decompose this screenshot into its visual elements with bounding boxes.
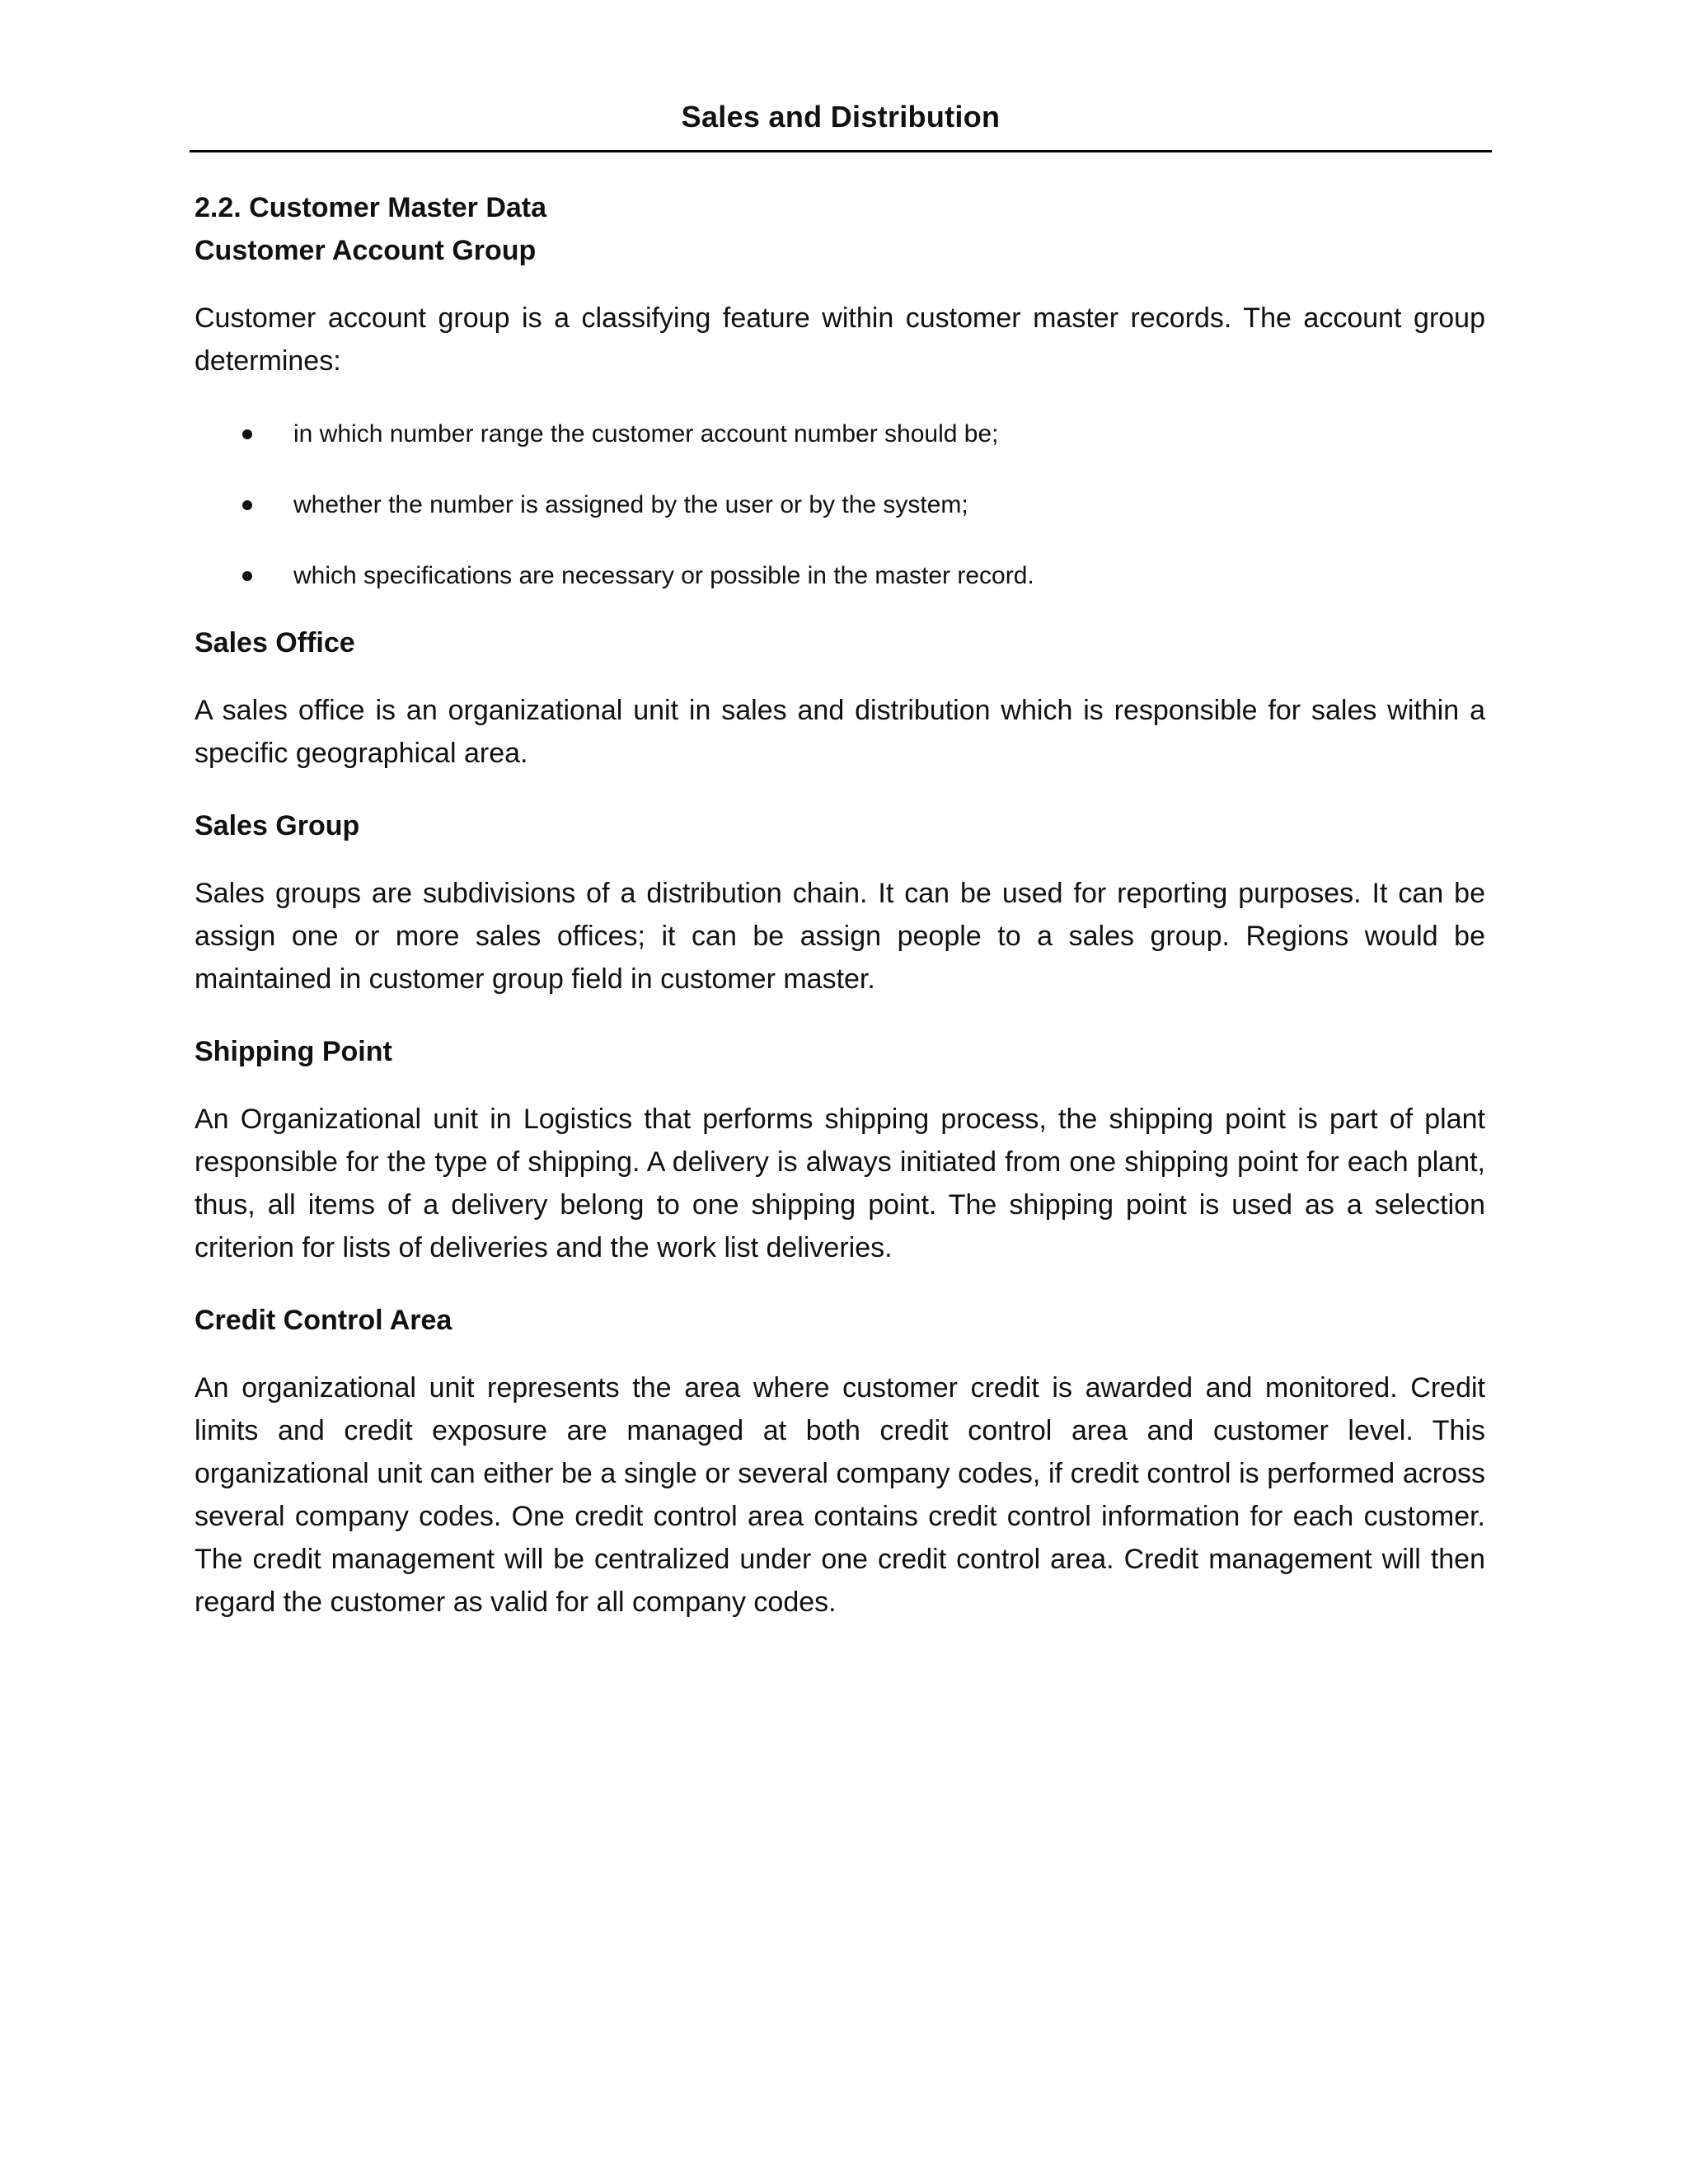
page-content <box>195 186 1485 1624</box>
bullet-text: whether the number is assigned by the user or by the system; <box>293 491 968 518</box>
page-header <box>190 91 1492 152</box>
section-heading: 2.2. Customer Master Data <box>195 192 547 223</box>
bullet-text: which specifications are necessary or possible in the master record. <box>293 562 1034 589</box>
customer-account-group-heading: Customer Account Group <box>195 235 537 266</box>
sales-office-heading: Sales Office <box>195 627 355 658</box>
shipping-point-text: An Organizational unit in Logistics that performs shipping process, the shipping point is part of plant responsible for the type of shipping. A delivery is always initiated from one shipping point for each plant, thus, all items of a delivery belong to one shipping point. The shipping point is used as a selection criterion for lists of deliveries and the work list deliveries. <box>195 1104 1485 1263</box>
credit-control-area-heading: Credit Control Area <box>195 1305 452 1336</box>
bullet-icon <box>242 429 252 439</box>
bullet-text: in which number range the customer account number should be; <box>293 420 999 448</box>
header-title: Sales and Distribution <box>681 100 1001 134</box>
bullet-icon <box>242 571 252 581</box>
bullet-icon <box>242 500 252 510</box>
list-item <box>195 541 1485 612</box>
sales-office-text: A sales office is an organizational unit in sales and distribution which is responsible for sales within a specific geographical area. <box>195 695 1485 769</box>
list-item <box>195 470 1485 541</box>
credit-control-area-text: An organizational unit represents the area where customer credit is awarded and monitored. Credit limits and credit exposure are managed at both credit control area and customer level. This organizational unit can either be a single or several company codes, if credit control is performed across several company codes. One credit control area contains credit control information for each customer. The credit management will be centralized under one credit control area. Credit management will then regard the customer as valid for all company codes. <box>195 1372 1485 1618</box>
sales-group-heading: Sales Group <box>195 810 360 841</box>
list-item <box>195 399 1485 470</box>
shipping-point-heading: Shipping Point <box>195 1036 392 1067</box>
determines-bullet-list <box>195 399 1485 612</box>
customer-account-group-intro: Customer account group is a classifying feature within customer master records. The account group determines: <box>195 302 1485 377</box>
sales-group-text: Sales groups are subdivisions of a distribution chain. It can be used for reporting purposes. It can be assign one or more sales offices; it can be assign people to a sales group. Regions would be maintained in customer group field in customer master. <box>195 878 1485 995</box>
